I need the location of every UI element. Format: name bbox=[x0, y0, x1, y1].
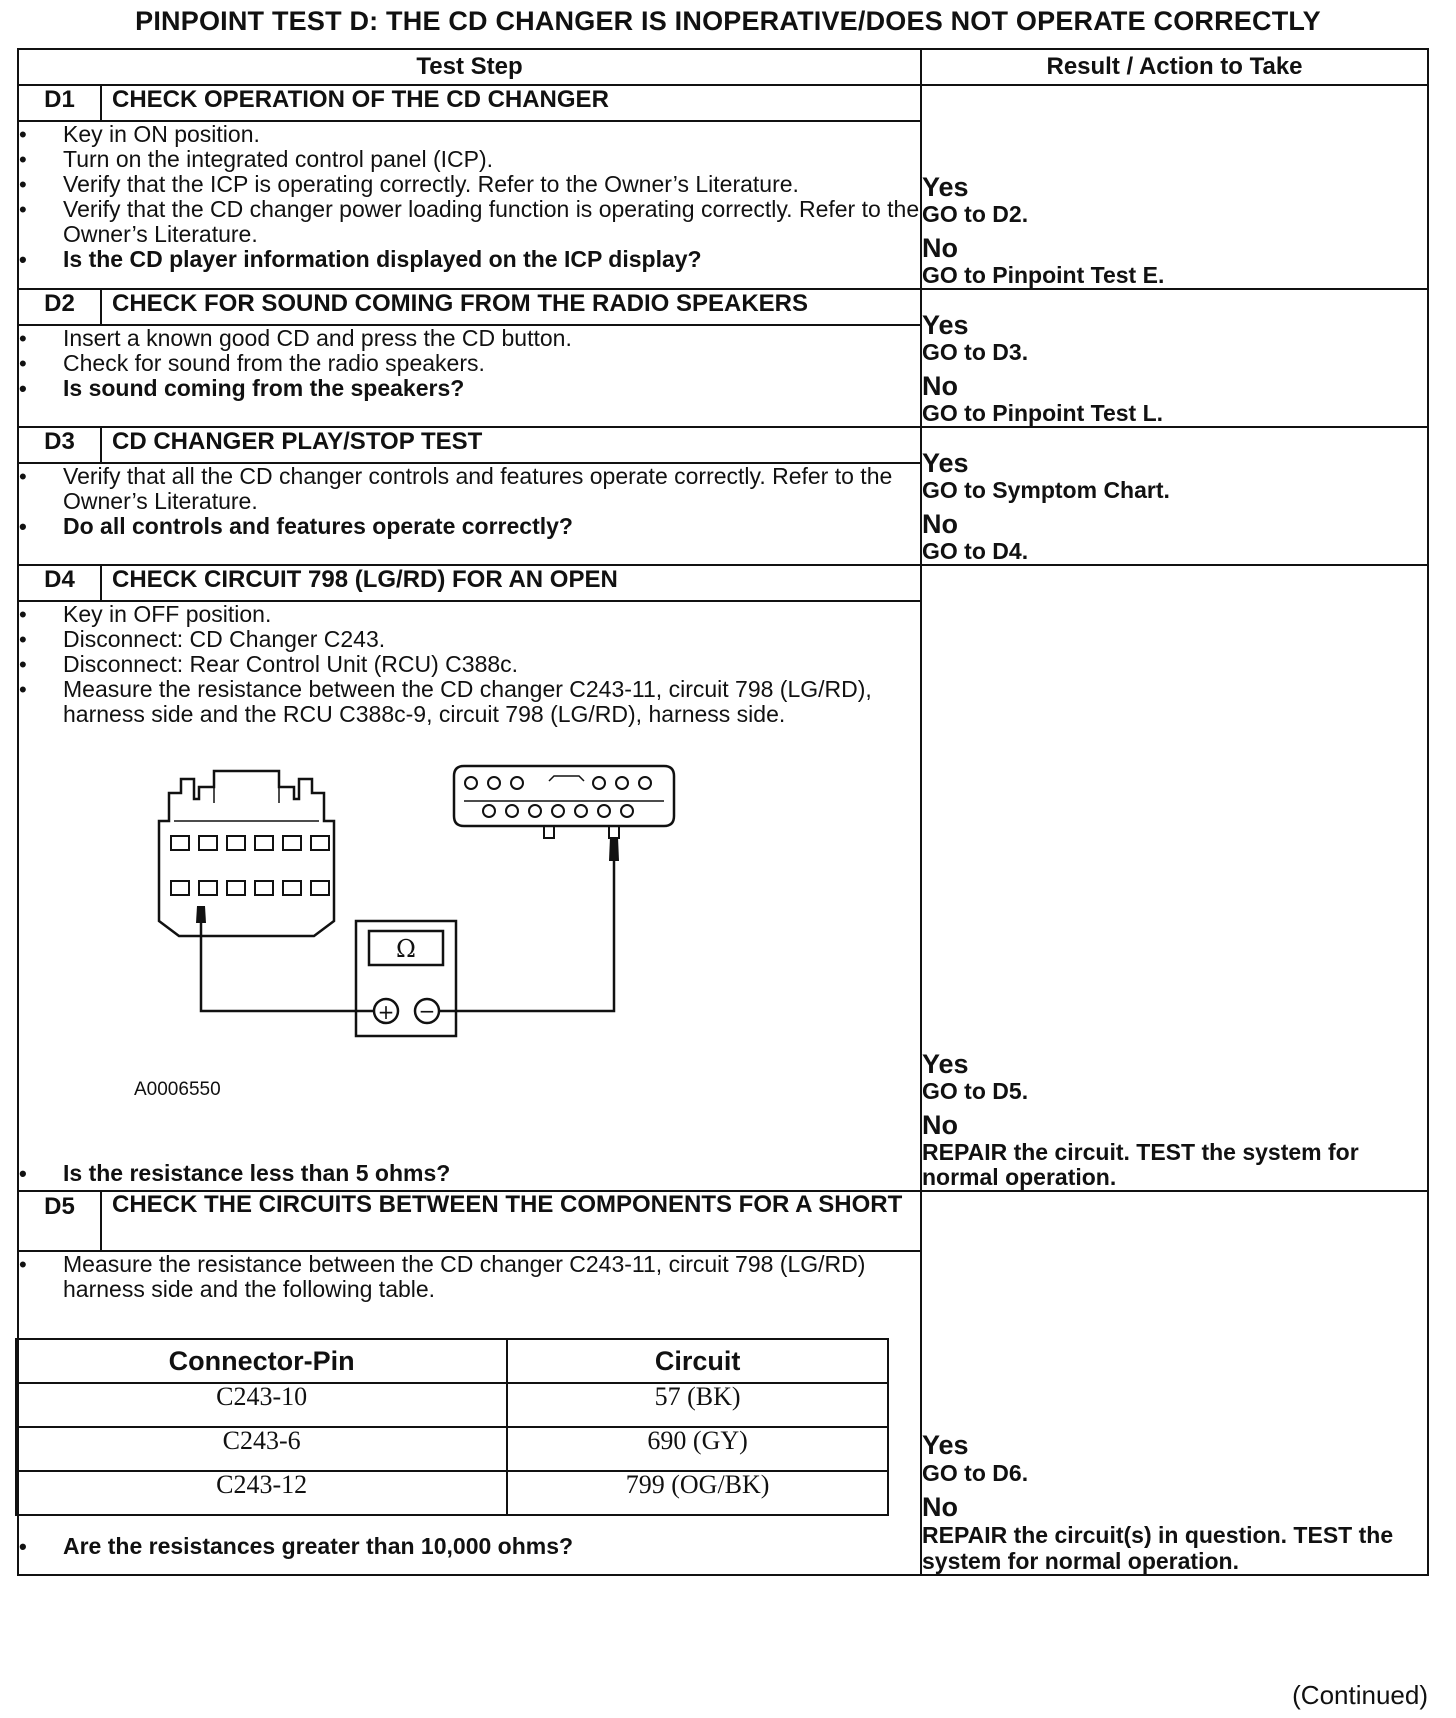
step-question: • Is the resistance less than 5 ohms? bbox=[19, 1161, 920, 1186]
yes-label: Yes bbox=[922, 448, 969, 478]
svg-text:+: + bbox=[377, 1000, 395, 1024]
connector-pins-bottom bbox=[171, 881, 329, 895]
yes-action: GO to D6. bbox=[922, 1460, 1029, 1486]
list-item: • Measure the resistance between the CD changer C243-11, circuit 798 (LG/RD) harness side and the following table. bbox=[19, 1252, 920, 1302]
ohm-symbol: Ω bbox=[396, 935, 416, 963]
yes-action: GO to Symptom Chart. bbox=[922, 477, 1170, 503]
list-item: • Measure the resistance between the CD changer C243-11, circuit 798 (LG/RD), harness side and the RCU C388c-9, circuit 798 (LG/RD), harness side. bbox=[19, 677, 920, 727]
list-item: • Insert a known good CD and press the CD button. bbox=[19, 326, 920, 351]
table-cell: C243-6 bbox=[16, 1427, 507, 1471]
page-title: PINPOINT TEST D: THE CD CHANGER IS INOPERATIVE/DOES NOT OPERATE CORRECTLY bbox=[135, 6, 1321, 36]
list-item: • Disconnect: Rear Control Unit (RCU) C388c. bbox=[19, 652, 920, 677]
rcu-connector bbox=[454, 766, 674, 838]
step-list bbox=[19, 1161, 920, 1186]
step-title: CHECK THE CIRCUITS BETWEEN THE COMPONENTS FOR A SHORT bbox=[101, 1191, 921, 1251]
step-d1-header bbox=[18, 85, 1428, 121]
continued-label: (Continued) bbox=[1292, 1680, 1428, 1710]
yes-action: GO to D5. bbox=[922, 1078, 1029, 1104]
table-cell: 690 (GY) bbox=[507, 1427, 888, 1471]
table-row bbox=[16, 1427, 888, 1471]
step-id: D3 bbox=[18, 427, 101, 463]
connector-circuit-table bbox=[15, 1338, 889, 1516]
step-question: • Is sound coming from the speakers? bbox=[19, 376, 920, 401]
list-item: • Verify that the CD changer power loading function is operating correctly. Refer to the Owner’s Literature. bbox=[19, 197, 920, 247]
list-item: • Key in ON position. bbox=[19, 122, 920, 147]
probe-wire-right bbox=[439, 846, 614, 1011]
step-question: • Is the CD player information displayed on the ICP display? bbox=[19, 247, 920, 272]
no-label: No bbox=[922, 371, 958, 401]
connector-pin-header: Connector-Pin bbox=[16, 1339, 507, 1383]
yes-action: GO to D3. bbox=[922, 339, 1029, 365]
table-header-row bbox=[18, 49, 1428, 85]
step-d5-header bbox=[18, 1191, 1428, 1251]
no-label: No bbox=[922, 233, 958, 263]
no-label: No bbox=[922, 1110, 958, 1140]
step-question: • Do all controls and features operate correctly? bbox=[19, 514, 920, 539]
step-list bbox=[19, 602, 920, 727]
table-cell: C243-12 bbox=[16, 1471, 507, 1515]
step-d3-result bbox=[921, 427, 1428, 565]
step-id: D2 bbox=[18, 289, 101, 325]
resistance-test-diagram bbox=[19, 741, 920, 1161]
step-list bbox=[19, 1534, 920, 1559]
step-d1-result bbox=[921, 85, 1428, 289]
table-row bbox=[16, 1471, 888, 1515]
step-d4-header bbox=[18, 565, 1428, 601]
step-title: CHECK OPERATION OF THE CD CHANGER bbox=[101, 85, 921, 121]
step-list bbox=[19, 122, 920, 272]
table-cell: C243-10 bbox=[16, 1383, 507, 1427]
table-cell: 57 (BK) bbox=[507, 1383, 888, 1427]
step-id: D4 bbox=[18, 565, 101, 601]
no-action: GO to D4. bbox=[922, 538, 1029, 564]
table-row bbox=[16, 1383, 888, 1427]
list-item: • Turn on the integrated control panel (ICP). bbox=[19, 147, 920, 172]
no-action: GO to Pinpoint Test E. bbox=[922, 262, 1165, 288]
connector-pins-top bbox=[171, 836, 329, 850]
no-action: REPAIR the circuit. TEST the system for normal operation. bbox=[922, 1139, 1359, 1190]
list-item: • Check for sound from the radio speakers. bbox=[19, 351, 920, 376]
yes-label: Yes bbox=[922, 310, 969, 340]
step-list bbox=[19, 1252, 920, 1302]
step-id: D5 bbox=[18, 1191, 101, 1251]
no-action: REPAIR the circuit(s) in question. TEST the system for normal operation. bbox=[922, 1522, 1394, 1574]
yes-label: Yes bbox=[922, 1049, 969, 1079]
svg-text:−: − bbox=[418, 999, 436, 1023]
circuit-header: Circuit bbox=[507, 1339, 888, 1383]
result-header: Result / Action to Take bbox=[921, 49, 1428, 85]
step-id: D1 bbox=[18, 85, 101, 121]
list-item: • Disconnect: CD Changer C243. bbox=[19, 627, 920, 652]
cd-changer-connector bbox=[159, 771, 334, 936]
step-d2-header bbox=[18, 289, 1428, 325]
yes-label: Yes bbox=[922, 1430, 969, 1460]
table-header-row bbox=[16, 1339, 888, 1383]
no-label: No bbox=[922, 509, 958, 539]
pinpoint-test-table bbox=[17, 48, 1429, 1576]
step-title: CHECK FOR SOUND COMING FROM THE RADIO SPEAKERS bbox=[101, 289, 921, 325]
step-title: CHECK CIRCUIT 798 (LG/RD) FOR AN OPEN bbox=[101, 565, 921, 601]
step-d4-result bbox=[921, 565, 1428, 1191]
step-question: • Are the resistances greater than 10,000 ohms? bbox=[19, 1534, 920, 1559]
step-title: CD CHANGER PLAY/STOP TEST bbox=[101, 427, 921, 463]
yes-action: GO to D2. bbox=[922, 201, 1029, 227]
yes-label: Yes bbox=[922, 172, 969, 202]
test-step-header: Test Step bbox=[18, 49, 921, 85]
step-list bbox=[19, 464, 920, 539]
step-d3-header bbox=[18, 427, 1428, 463]
step-d5-result bbox=[921, 1191, 1428, 1575]
probe-wire-left bbox=[201, 911, 374, 1011]
table-cell: 799 (OG/BK) bbox=[507, 1471, 888, 1515]
rcu-pins bbox=[465, 777, 651, 817]
figure-id: A0006550 bbox=[134, 1079, 221, 1100]
list-item: • Verify that all the CD changer controls and features operate correctly. Refer to the Owner’s Literature. bbox=[19, 464, 920, 514]
list-item: • Key in OFF position. bbox=[19, 602, 920, 627]
no-action: GO to Pinpoint Test L. bbox=[922, 400, 1164, 426]
step-d2-result bbox=[921, 289, 1428, 427]
list-item: • Verify that the ICP is operating correctly. Refer to the Owner’s Literature. bbox=[19, 172, 920, 197]
step-list bbox=[19, 326, 920, 401]
no-label: No bbox=[922, 1492, 958, 1522]
